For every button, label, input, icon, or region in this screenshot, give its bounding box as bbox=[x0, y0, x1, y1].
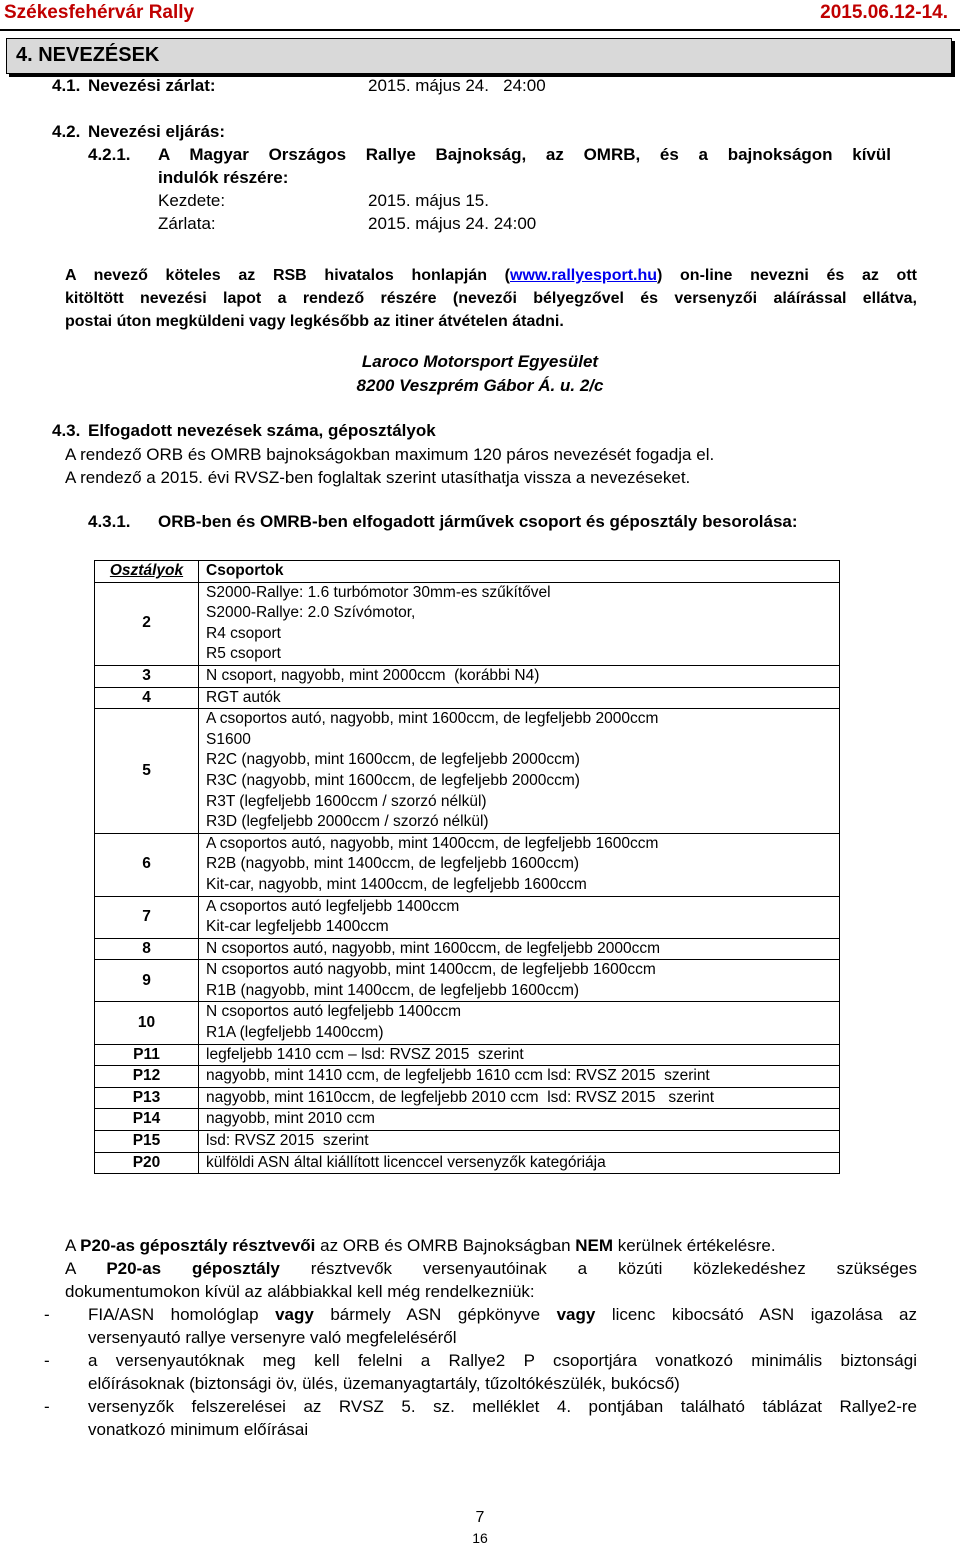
s421-title-line1: A Magyar Országos Rallye Bajnokság, az OMRB, és a bajnokságon kívül bbox=[158, 145, 891, 164]
s42-number: 4.2. bbox=[52, 122, 81, 141]
class-cell: 4 bbox=[95, 687, 199, 709]
group-line: R2C (nagyobb, mint 1600ccm, de legfeljebb 2000ccm) bbox=[206, 751, 580, 769]
bullet2-line1: a versenyautóknak meg kell felelni a Rallye2 P csoportjára vonatkozó minimális biztonsági bbox=[88, 1351, 917, 1370]
table-row bbox=[95, 960, 840, 1002]
group-cell bbox=[199, 665, 840, 687]
section-title: 4. NEVEZÉSEK bbox=[16, 44, 160, 66]
s421-number: 4.2.1. bbox=[88, 145, 131, 164]
class-cell: P20 bbox=[95, 1152, 199, 1174]
group-line: nagyobb, mint 2010 ccm bbox=[206, 1110, 375, 1128]
table-row bbox=[95, 896, 840, 938]
table-row bbox=[95, 1131, 840, 1153]
group-cell bbox=[199, 1087, 840, 1109]
s421-title-line2: indulók részére: bbox=[158, 168, 289, 187]
class-cell: 5 bbox=[95, 709, 199, 834]
group-line: R5 csoport bbox=[206, 645, 281, 663]
table-row bbox=[95, 1087, 840, 1109]
group-line: R1B (nagyobb, mint 1400ccm, de legfeljebb 1600ccm) bbox=[206, 981, 580, 999]
s41-label: Nevezési zárlat: bbox=[88, 76, 216, 95]
group-line: R3C (nagyobb, mint 1600ccm, de legfeljebb 2000ccm) bbox=[206, 771, 580, 789]
s421-end-label: Zárlata: bbox=[158, 214, 216, 233]
header-title: Székesfehérvár Rally bbox=[4, 2, 195, 23]
group-cell bbox=[199, 1044, 840, 1066]
table-row bbox=[95, 1066, 840, 1088]
table-row bbox=[95, 1152, 840, 1174]
p20-line3: dokumentumokon kívül az alábbiakkal kell még rendelkezniük: bbox=[65, 1282, 535, 1301]
class-cell: 6 bbox=[95, 833, 199, 896]
bullet3-line1: versenyzők felszerelései az RVSZ 5. sz. melléklet 4. pontjában található táblázat Rallye2-re bbox=[88, 1397, 917, 1416]
table-header-groups: Csoportok bbox=[199, 561, 840, 583]
group-line: A csoportos autó legfeljebb 1400ccm bbox=[206, 897, 460, 915]
bullet-dash-1: - bbox=[44, 1305, 50, 1324]
group-cell bbox=[199, 709, 840, 834]
p20-line2: A P20-as géposztály résztvevők versenyautóinak a közúti közlekedéshez szükséges bbox=[65, 1259, 917, 1278]
s43-line2: A rendező a 2015. évi RVSZ-ben foglaltak szerint utasíthatja vissza a nevezéseket. bbox=[65, 468, 691, 487]
table-row bbox=[95, 938, 840, 960]
group-cell bbox=[199, 1131, 840, 1153]
s43-title: Elfogadott nevezések száma, géposztályok bbox=[88, 421, 436, 440]
group-line: legfeljebb 1410 ccm – lsd: RVSZ 2015 szerint bbox=[206, 1045, 524, 1063]
group-line: R4 csoport bbox=[206, 624, 281, 642]
s421-start-label: Kezdete: bbox=[158, 191, 226, 210]
class-cell: 8 bbox=[95, 938, 199, 960]
table-row bbox=[95, 709, 840, 834]
group-cell bbox=[199, 1066, 840, 1088]
class-cell: 3 bbox=[95, 665, 199, 687]
s421-start-value: 2015. május 15. bbox=[368, 191, 489, 210]
bullet1-line1: FIA/ASN homológlap vagy bármely ASN gépkönyve vagy licenc kibocsátó ASN igazolása az bbox=[88, 1305, 918, 1324]
s431-title: ORB-ben és OMRB-ben elfogadott járművek csoport és géposztály besorolása: bbox=[158, 512, 798, 531]
s421-end-value: 2015. május 24. 24:00 bbox=[368, 214, 537, 233]
class-cell: P13 bbox=[95, 1087, 199, 1109]
header-divider bbox=[0, 29, 960, 31]
group-line: nagyobb, mint 1610ccm, de legfeljebb 2010 ccm lsd: RVSZ 2015 szerint bbox=[206, 1088, 715, 1106]
table-row bbox=[95, 665, 840, 687]
class-cell: P14 bbox=[95, 1109, 199, 1131]
group-line: R3T (legfeljebb 1600ccm / szorzó nélkül) bbox=[206, 792, 487, 810]
group-line: külföldi ASN által kiállított licenccel versenyzők kategóriája bbox=[206, 1153, 606, 1171]
rallyesport-link[interactable]: www.rallyesport.hu bbox=[510, 267, 658, 284]
group-cell bbox=[199, 960, 840, 1002]
group-line: S2000-Rallye: 2.0 Szívómotor, bbox=[206, 604, 416, 622]
s43-number: 4.3. bbox=[52, 421, 81, 440]
class-cell: 9 bbox=[95, 960, 199, 1002]
group-line: Kit-car, nagyobb, mint 1400ccm, de legfeljebb 1600ccm bbox=[206, 875, 587, 893]
group-line: lsd: RVSZ 2015 szerint bbox=[206, 1132, 369, 1150]
bullet1-line2: versenyautó rallye versenyre való megfeleléséről bbox=[88, 1328, 457, 1347]
page-total: 16 bbox=[472, 1530, 488, 1546]
table-row bbox=[95, 833, 840, 896]
class-cell: P15 bbox=[95, 1131, 199, 1153]
group-cell bbox=[199, 1002, 840, 1044]
group-line: A csoportos autó, nagyobb, mint 1400ccm, de legfeljebb 1600ccm bbox=[206, 834, 659, 852]
obligation-line3: postai úton megküldeni vagy legkésőbb az itiner átvételen átadni. bbox=[65, 313, 564, 330]
group-line: N csoportos autó, nagyobb, mint 1600ccm, de legfeljebb 2000ccm bbox=[206, 939, 661, 957]
group-line: R2B (nagyobb, mint 1400ccm, de legfeljebb 1600ccm) bbox=[206, 855, 580, 873]
organizer-address: 8200 Veszprém Gábor Á. u. 2/c bbox=[356, 376, 604, 395]
group-cell bbox=[199, 833, 840, 896]
s42-label: Nevezési eljárás: bbox=[88, 122, 226, 141]
group-cell bbox=[199, 938, 840, 960]
group-line: N csoport, nagyobb, mint 2000ccm (korábbi N4) bbox=[206, 666, 540, 684]
group-cell bbox=[199, 582, 840, 665]
group-line: RGT autók bbox=[206, 688, 281, 706]
group-cell bbox=[199, 896, 840, 938]
s43-line1: A rendező ORB és OMRB bajnokságokban maximum 120 páros nevezését fogadja el. bbox=[65, 445, 715, 464]
organizer-name: Laroco Motorsport Egyesület bbox=[361, 352, 599, 371]
group-cell bbox=[199, 687, 840, 709]
bullet-dash-3: - bbox=[44, 1397, 50, 1416]
group-cell bbox=[199, 1109, 840, 1131]
obligation-line2: kitöltött nevezési lapot a rendező részére (nevezői bélyegzővel és versenyzői aláírással ellátva, bbox=[65, 290, 917, 307]
bullet-dash-2: - bbox=[44, 1351, 50, 1370]
group-cell bbox=[199, 1152, 840, 1174]
group-line: N csoportos autó nagyobb, mint 1400ccm, de legfeljebb 1600ccm bbox=[206, 961, 656, 979]
s41-number: 4.1. bbox=[52, 76, 81, 95]
table-row bbox=[95, 1044, 840, 1066]
table-row bbox=[95, 1109, 840, 1131]
group-line: S2000-Rallye: 1.6 turbómotor 30mm-es szűkítővel bbox=[206, 583, 551, 601]
table-row bbox=[95, 582, 840, 665]
group-line: R1A (legfeljebb 1400ccm) bbox=[206, 1024, 384, 1042]
class-cell: 2 bbox=[95, 582, 199, 665]
header-date: 2015.06.12-14. bbox=[820, 2, 948, 23]
bullet3-line2: vonatkozó minimum előírásai bbox=[88, 1420, 309, 1439]
table-header-classes: Osztályok bbox=[95, 561, 199, 583]
class-cell: P12 bbox=[95, 1066, 199, 1088]
bullet2-line2: előírásoknak (biztonsági öv, ülés, üzemanyagtartály, tűzoltókészülék, bukócső) bbox=[88, 1374, 680, 1393]
group-line: S1600 bbox=[206, 730, 251, 748]
table-row bbox=[95, 687, 840, 709]
page-number: 7 bbox=[475, 1509, 485, 1526]
s41-value: 2015. május 24. 24:00 bbox=[368, 76, 546, 95]
obligation-line1: A nevező köteles az RSB hivatalos honlapján (www.rallyesport.hu) on-line nevezni és az ott bbox=[65, 267, 917, 284]
table-header-row bbox=[95, 561, 840, 583]
group-line: nagyobb, mint 1410 ccm, de legfeljebb 1610 ccm lsd: RVSZ 2015 szerint bbox=[206, 1067, 710, 1085]
class-cell: 10 bbox=[95, 1002, 199, 1044]
class-cell: P11 bbox=[95, 1044, 199, 1066]
p20-line1: A P20-as géposztály résztvevői az ORB és OMRB Bajnokságban NEM kerülnek értékelésre. bbox=[65, 1236, 776, 1255]
group-line: A csoportos autó, nagyobb, mint 1600ccm, de legfeljebb 2000ccm bbox=[206, 710, 659, 728]
group-line: Kit-car legfeljebb 1400ccm bbox=[206, 918, 389, 936]
class-table bbox=[94, 560, 840, 1174]
table-row bbox=[95, 1002, 840, 1044]
group-line: N csoportos autó legfeljebb 1400ccm bbox=[206, 1003, 462, 1021]
s431-number: 4.3.1. bbox=[88, 512, 131, 531]
class-cell: 7 bbox=[95, 896, 199, 938]
group-line: R3D (legfeljebb 2000ccm / szorzó nélkül) bbox=[206, 813, 489, 831]
